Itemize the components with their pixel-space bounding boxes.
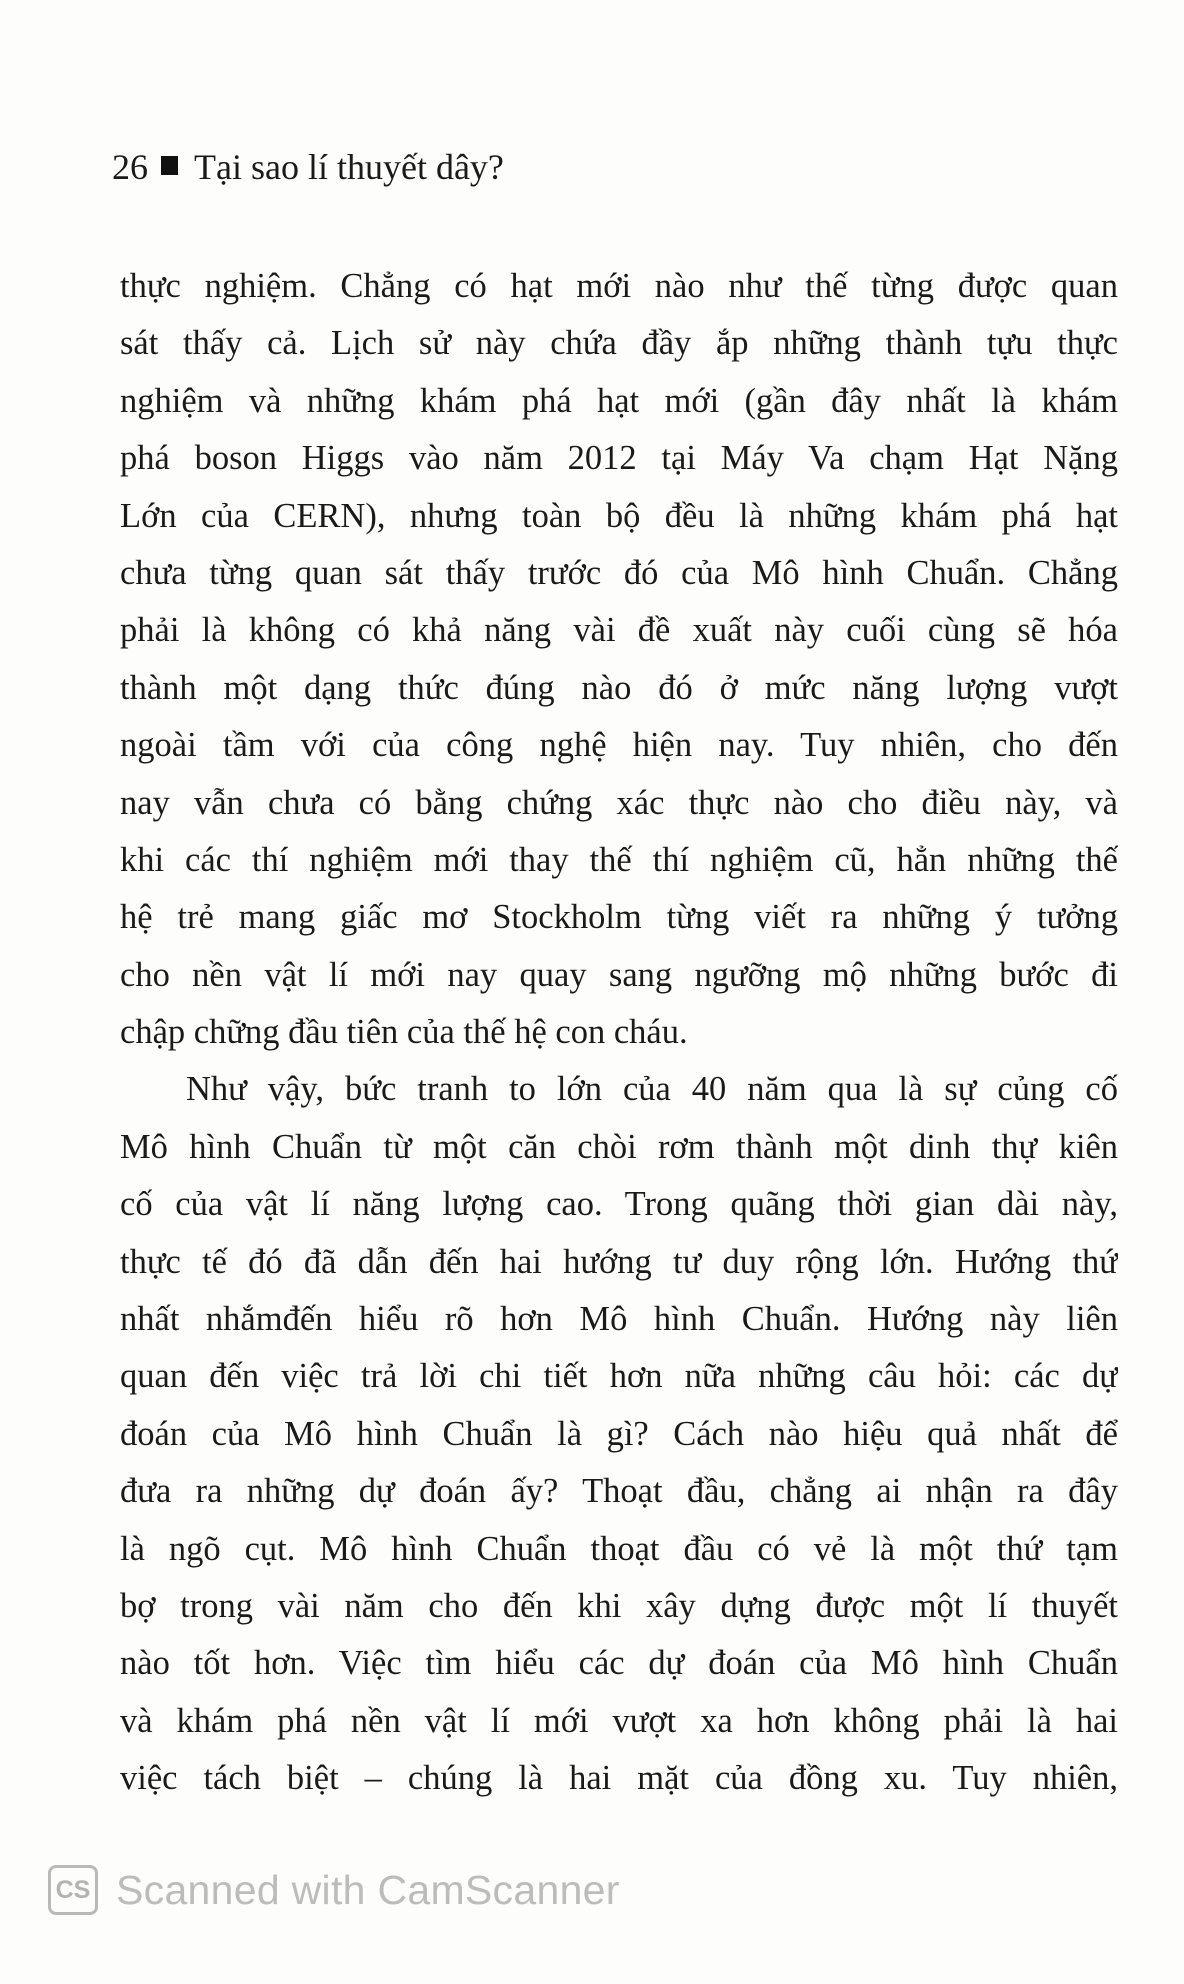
text-line: nhất nhắmđến hiểu rõ hơn Mô hình Chuẩn. Hướng này liên [120,1300,1118,1339]
text-line: quan đến việc trả lời chi tiết hơn nữa những câu hỏi: các dự [120,1357,1118,1396]
text-line: bợ trong vài năm cho đến khi xây dựng được một lí thuyết [120,1586,1118,1625]
text-line: cho nền vật lí mới nay quay sang ngưỡng mộ những bước đi [120,955,1118,994]
text-line: Mô hình Chuẩn từ một căn chòi rơm thành một dinh thự kiên [120,1127,1118,1166]
running-header [112,145,504,189]
text-line: và khám phá nền vật lí mới vượt xa hơn không phải là hai [120,1701,1118,1740]
text-line: chập chững đầu tiên của thế hệ con cháu. [120,1013,688,1052]
text-line: phá boson Higgs vào năm 2012 tại Máy Va chạm Hạt Nặng [120,439,1118,478]
text-line: khi các thí nghiệm mới thay thế thí nghiệm cũ, hẳn những thế [120,840,1118,879]
text-line: thực tế đó đã dẫn đến hai hướng tư duy rộng lớn. Hướng thứ [120,1242,1118,1281]
text-line: Như vậy, bức tranh to lớn của 40 năm qua là sự củng cố [186,1070,1118,1109]
text-line: việc tách biệt – chúng là hai mặt của đồng xu. Tuy nhiên, [120,1759,1118,1798]
page-number: 26 [112,147,148,187]
text-line: nào tốt hơn. Việc tìm hiểu các dự đoán của Mô hình Chuẩn [120,1644,1118,1683]
text-line: đưa ra những dự đoán ấy? Thoạt đầu, chẳng ai nhận ra đây [120,1472,1118,1511]
text-line: nay vẫn chưa có bằng chứng xác thực nào cho điều này, và [120,783,1118,822]
text-line: đoán của Mô hình Chuẩn là gì? Cách nào hiệu quả nhất để [120,1414,1118,1453]
chapter-title: Tại sao lí thuyết dây? [194,147,504,187]
paragraph-continued [120,258,1118,1061]
camscanner-watermark [48,1865,620,1915]
text-line: thực nghiệm. Chẳng có hạt mới nào như thế từng được quan [120,267,1118,305]
text-line: phải là không có khả năng vài đề xuất này cuối cùng sẽ hóa [120,611,1118,650]
camscanner-text: Scanned with CamScanner [116,1866,620,1913]
text-line: sát thấy cả. Lịch sử này chứa đầy ắp những thành tựu thực [120,324,1118,363]
text-line: hệ trẻ mang giấc mơ Stockholm từng viết ra những ý tưởng [120,898,1118,937]
text-line: ngoài tầm với của công nghệ hiện nay. Tuy nhiên, cho đến [120,726,1118,765]
text-line: thành một dạng thức đúng nào đó ở mức năng lượng vượt [120,668,1118,707]
square-bullet-icon [161,156,178,175]
text-line: chưa từng quan sát thấy trước đó của Mô hình Chuẩn. Chẳng [120,553,1118,592]
text-line: Lớn của CERN), nhưng toàn bộ đều là những khám phá hạt [120,496,1118,535]
camscanner-logo-icon: CS [48,1865,98,1915]
body-text [120,258,1118,1808]
text-line: nghiệm và những khám phá hạt mới (gần đây nhất là khám [120,381,1118,420]
text-line: là ngõ cụt. Mô hình Chuẩn thoạt đầu có vẻ là một thứ tạm [120,1529,1118,1568]
text-line: cố của vật lí năng lượng cao. Trong quãng thời gian dài này, [120,1185,1118,1224]
paragraph-new [120,1061,1118,1807]
